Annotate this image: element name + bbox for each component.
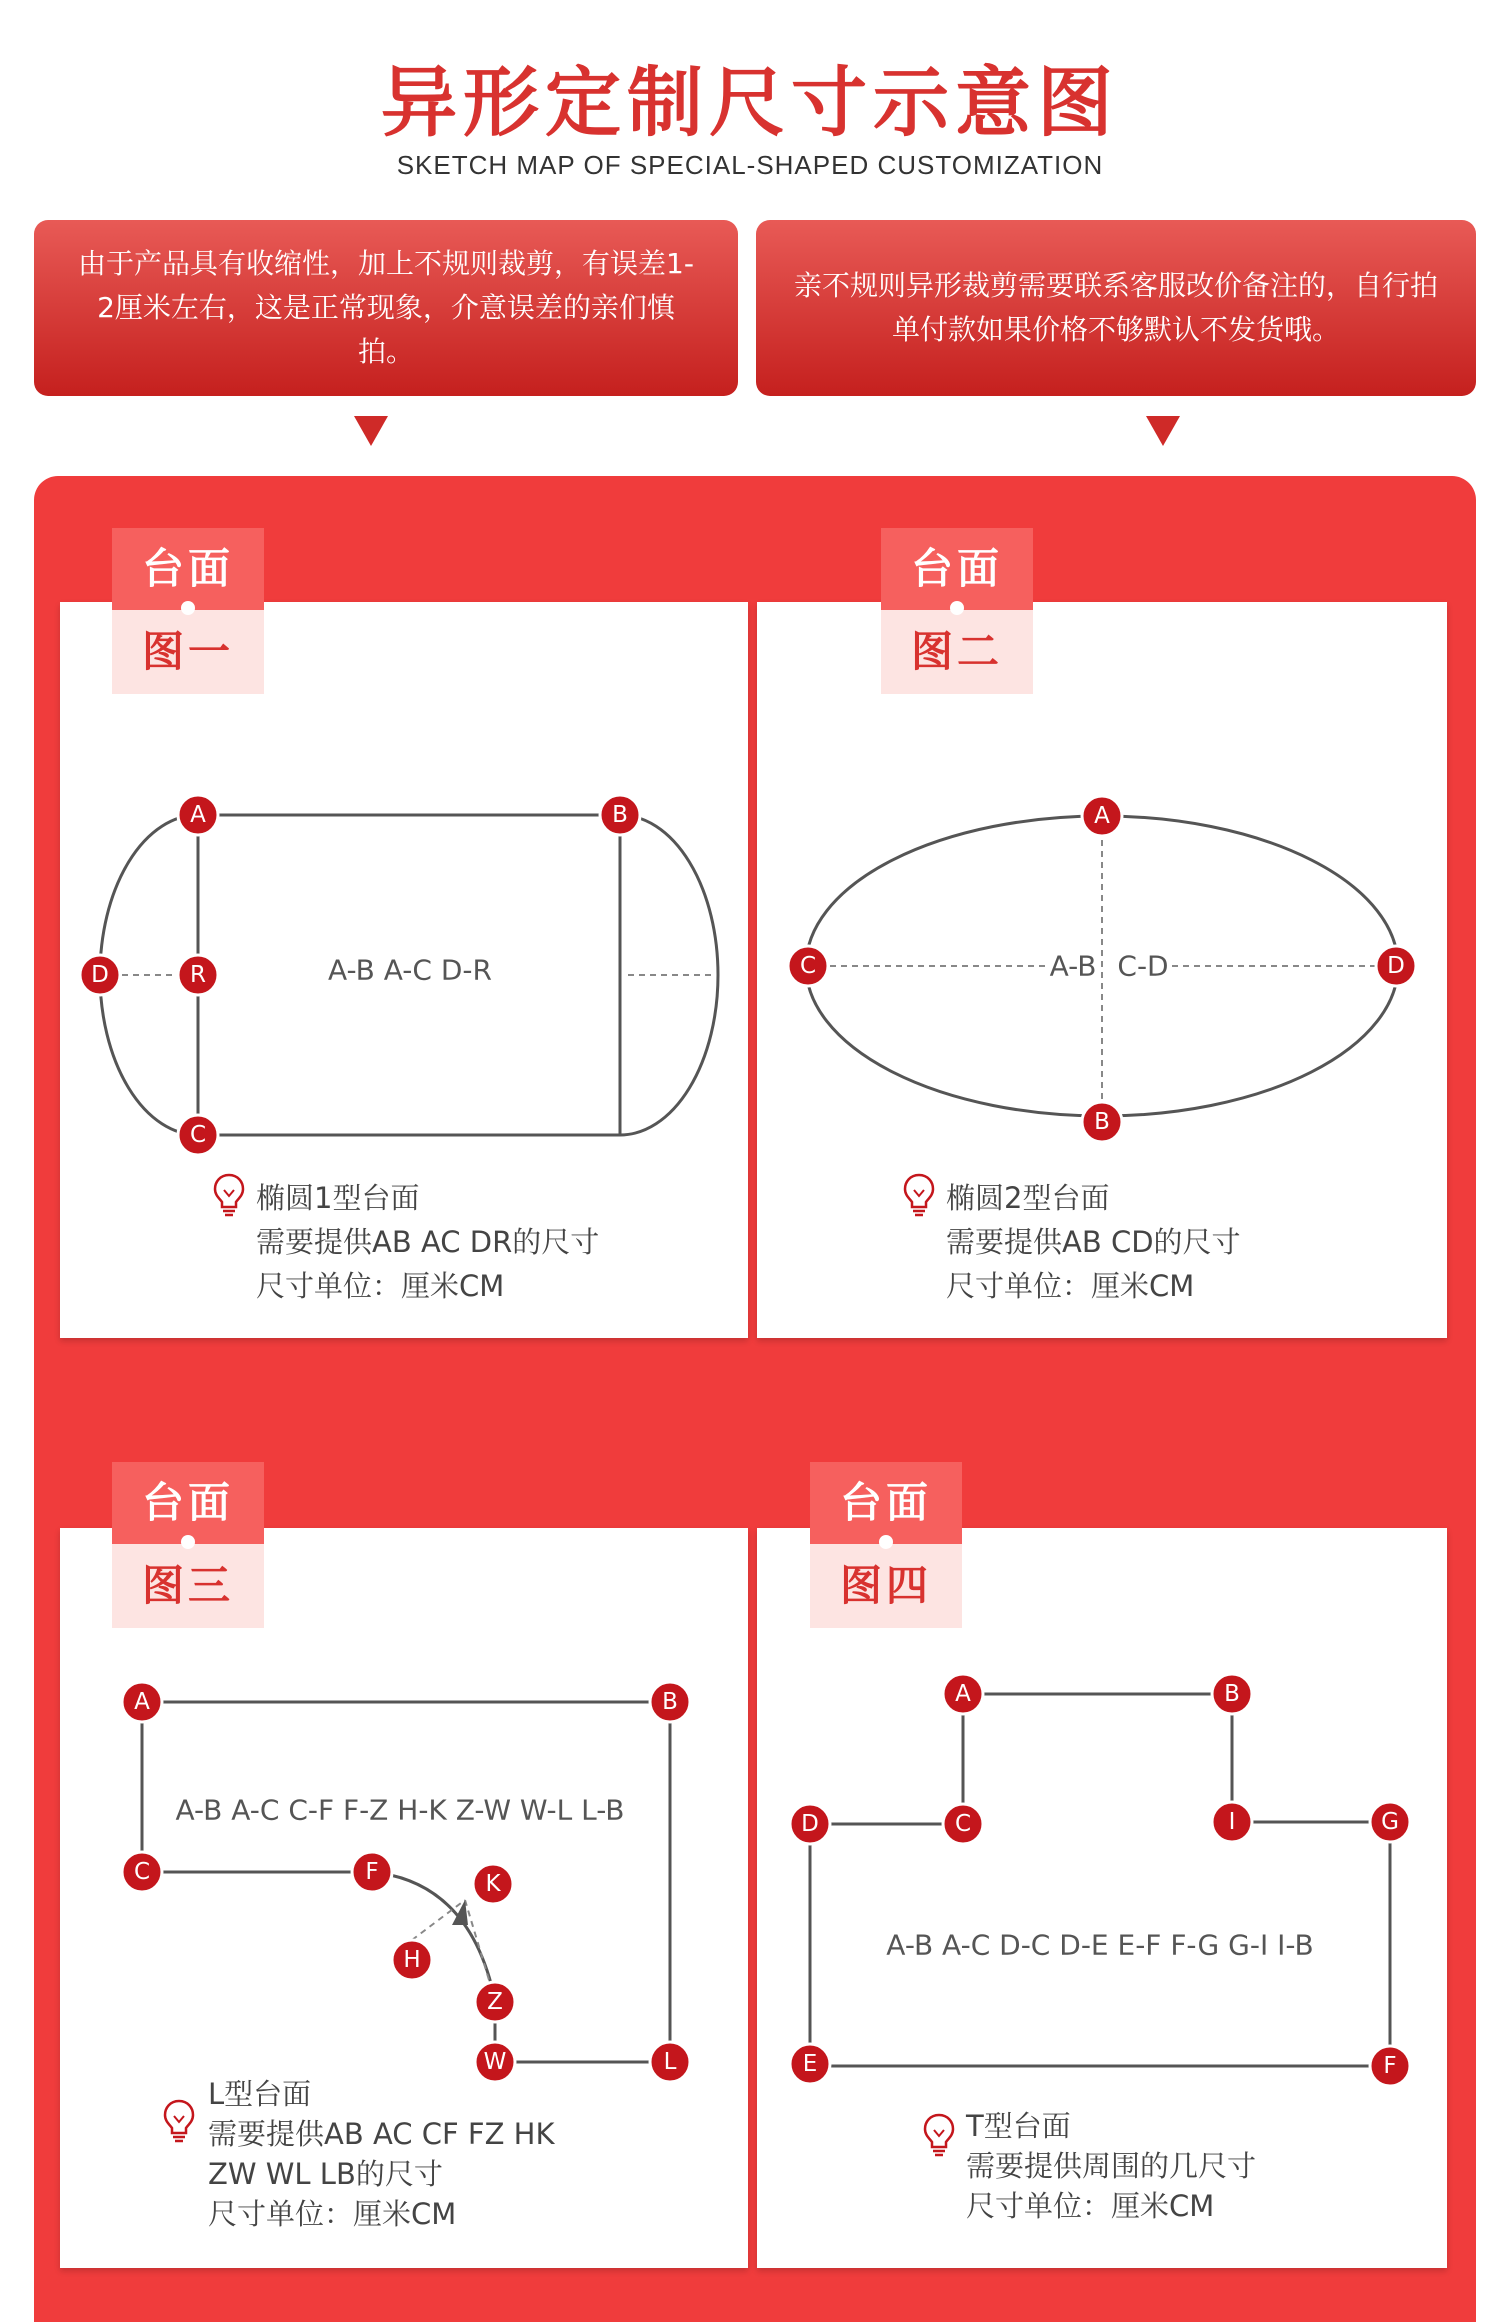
figure-4-dimension-label: A-B A-C D-C D-E E-F F-G G-I I-B bbox=[886, 1928, 1314, 1962]
lightbulb-icon bbox=[922, 2112, 956, 2158]
point-marker-c bbox=[788, 946, 828, 986]
page-title: 异形定制尺寸示意图 bbox=[381, 58, 1119, 147]
figure-3-shape bbox=[142, 1702, 670, 2062]
point-marker-r bbox=[178, 955, 218, 995]
figure-1-dimension-label: A-B A-C D-R bbox=[328, 953, 492, 987]
page-subtitle: SKETCH MAP OF SPECIAL-SHAPED CUSTOMIZATION bbox=[396, 150, 1104, 180]
figure-2-dimension-label-ab: A-B bbox=[1049, 949, 1097, 983]
point-label: E bbox=[802, 2051, 818, 2077]
figure-tag-number: 图二 bbox=[881, 610, 1033, 694]
point-label: C bbox=[799, 953, 817, 979]
lightbulb-icon bbox=[902, 1172, 936, 1218]
figure-tag-number: 图三 bbox=[112, 1544, 264, 1628]
point-marker-b bbox=[1212, 1674, 1252, 1714]
figure-tag-top: 台面 bbox=[881, 528, 1033, 610]
note-text: 亲不规则异形裁剪需要联系客服改价备注的，自行拍单付款如果价格不够默认不发货哦。 bbox=[794, 269, 1439, 346]
figure-4-shape bbox=[810, 1694, 1390, 2066]
caption-line: 需要提供AB AC DR的尺寸 bbox=[256, 1225, 600, 1259]
point-marker-c bbox=[122, 1852, 162, 1892]
point-marker-d bbox=[1376, 946, 1416, 986]
point-label: L bbox=[663, 2049, 677, 2075]
caption-line: 尺寸单位：厘米CM bbox=[966, 2189, 1215, 2223]
caption-line: T型台面 bbox=[966, 2109, 1071, 2143]
point-label: C bbox=[189, 1122, 207, 1148]
point-marker-b bbox=[600, 795, 640, 835]
point-label: F bbox=[1383, 2053, 1397, 2079]
point-marker-a bbox=[943, 1674, 983, 1714]
point-label: D bbox=[91, 962, 109, 988]
point-label: Z bbox=[487, 1989, 503, 2015]
caption-line: 椭圆1型台面 bbox=[256, 1181, 420, 1215]
point-label: F bbox=[365, 1859, 379, 1885]
figure-tag-top: 台面 bbox=[112, 528, 264, 610]
point-label: B bbox=[612, 802, 628, 828]
caption-line: 尺寸单位：厘米CM bbox=[208, 2197, 457, 2231]
point-label: K bbox=[485, 1871, 501, 1897]
caption-line: 椭圆2型台面 bbox=[946, 1181, 1110, 1215]
lightbulb-icon bbox=[162, 2098, 196, 2144]
point-label: B bbox=[662, 1689, 678, 1715]
caption-line: 尺寸单位：厘米CM bbox=[256, 1269, 505, 1303]
point-label: G bbox=[1381, 1809, 1399, 1835]
point-marker-h bbox=[392, 1940, 432, 1980]
point-label: A bbox=[1094, 803, 1110, 829]
point-label: D bbox=[1387, 953, 1405, 979]
caption-line: 尺寸单位：厘米CM bbox=[946, 1269, 1195, 1303]
lightbulb-icon bbox=[212, 1172, 246, 1218]
point-marker-l bbox=[650, 2042, 690, 2082]
point-marker-d bbox=[790, 1804, 830, 1844]
point-label: H bbox=[403, 1947, 421, 1973]
point-marker-b bbox=[1082, 1102, 1122, 1142]
note-text: 由于产品具有收缩性，加上不规则裁剪，有误差1-2厘米左右，这是正常现象，介意误差的亲们慎拍。 bbox=[78, 247, 694, 368]
point-marker-b bbox=[650, 1682, 690, 1722]
point-label: D bbox=[801, 1811, 819, 1837]
figure-2-dimension-label-cd: C-D bbox=[1117, 949, 1169, 983]
point-label: A bbox=[134, 1689, 150, 1715]
caption-line: 需要提供AB AC CF FZ HK bbox=[208, 2117, 555, 2151]
figure-2-shape bbox=[806, 816, 1398, 1116]
caption-line: 需要提供AB CD的尺寸 bbox=[946, 1225, 1241, 1259]
point-marker-e bbox=[790, 2044, 830, 2084]
point-label: A bbox=[955, 1681, 971, 1707]
figure-2-caption bbox=[946, 1176, 1241, 1308]
figure-tag-top: 台面 bbox=[112, 1462, 264, 1544]
point-marker-c bbox=[178, 1115, 218, 1155]
point-marker-c bbox=[943, 1804, 983, 1844]
point-marker-a bbox=[1082, 796, 1122, 836]
point-marker-d bbox=[80, 955, 120, 995]
point-label: C bbox=[954, 1811, 972, 1837]
point-marker-k bbox=[473, 1864, 513, 1904]
figure-4-caption bbox=[966, 2106, 1256, 2226]
figure-tag-top: 台面 bbox=[810, 1462, 962, 1544]
point-label: C bbox=[133, 1859, 151, 1885]
figure-3-caption bbox=[208, 2074, 555, 2234]
point-marker-i bbox=[1212, 1802, 1252, 1842]
point-label: R bbox=[190, 962, 206, 988]
point-marker-a bbox=[122, 1682, 162, 1722]
point-marker-g bbox=[1370, 1802, 1410, 1842]
point-marker-z bbox=[475, 1982, 515, 2022]
point-marker-f bbox=[1370, 2046, 1410, 2086]
caption-line: ZW WL LB的尺寸 bbox=[208, 2157, 443, 2191]
figure-tag-number: 图四 bbox=[810, 1544, 962, 1628]
point-label: B bbox=[1224, 1681, 1240, 1707]
point-marker-f bbox=[352, 1852, 392, 1892]
caption-line: L型台面 bbox=[208, 2077, 312, 2111]
point-marker-a bbox=[178, 795, 218, 835]
point-label: B bbox=[1094, 1109, 1110, 1135]
figure-tag-number: 图一 bbox=[112, 610, 264, 694]
caption-line: 需要提供周围的几尺寸 bbox=[966, 2149, 1257, 2183]
point-label: A bbox=[190, 802, 206, 828]
figure-1-caption bbox=[256, 1176, 599, 1308]
figure-3-dimension-label: A-B A-C C-F F-Z H-K Z-W W-L L-B bbox=[175, 1793, 625, 1827]
point-label: W bbox=[483, 2049, 507, 2075]
point-label: I bbox=[1228, 1809, 1236, 1835]
